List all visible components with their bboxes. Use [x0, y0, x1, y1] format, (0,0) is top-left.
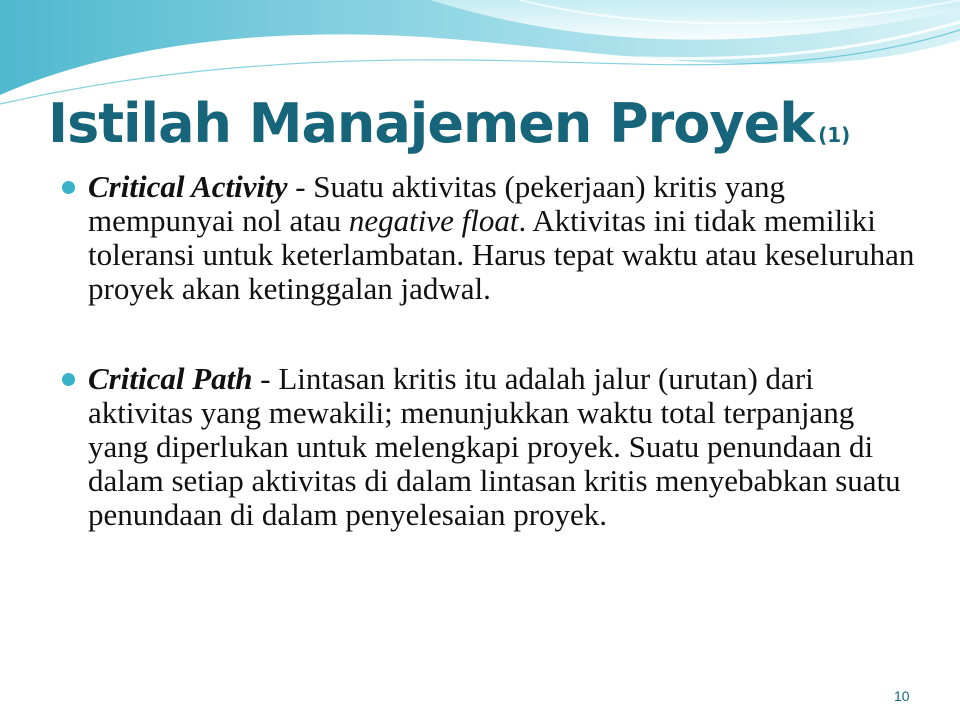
slide-title	[48, 92, 850, 155]
definition-critical-path: - Lintasan kritis itu adalah jalur (urutan) dari aktivitas yang mewakili; menunjukkan waktu total terpanjang yang diperlukan untuk melengkapi proyek. Suatu penundaan di dalam setiap aktivitas di dalam lintasan kritis menyebabkan suatu penundaan di dalam penyelesaian proyek.	[88, 361, 901, 532]
term-critical-path: Critical Path	[88, 361, 253, 396]
term-negative-float: negative float	[348, 203, 519, 238]
term-critical-activity: Critical Activity	[88, 169, 288, 204]
bullet-list	[62, 170, 922, 532]
slide-title-text: Istilah Manajemen Proyek	[48, 92, 815, 155]
bullet-dot-icon	[62, 373, 75, 386]
definition-critical-activity-part2: . Aktivitas ini tidak memiliki toleransi untuk keterlambatan. Harus tepat waktu atau keseluruhan proyek akan ketinggalan jadwal.	[88, 203, 915, 306]
definition-critical-activity-part1: - Suatu aktivitas (pekerjaan) kritis yang mempunyai nol atau	[88, 169, 786, 238]
bullet-dot-icon	[62, 181, 75, 194]
bullet-critical-path	[62, 362, 922, 532]
page-number: 10	[894, 688, 910, 704]
slide-title-suffix: (1)	[818, 123, 851, 147]
bullet-critical-activity	[62, 170, 922, 306]
